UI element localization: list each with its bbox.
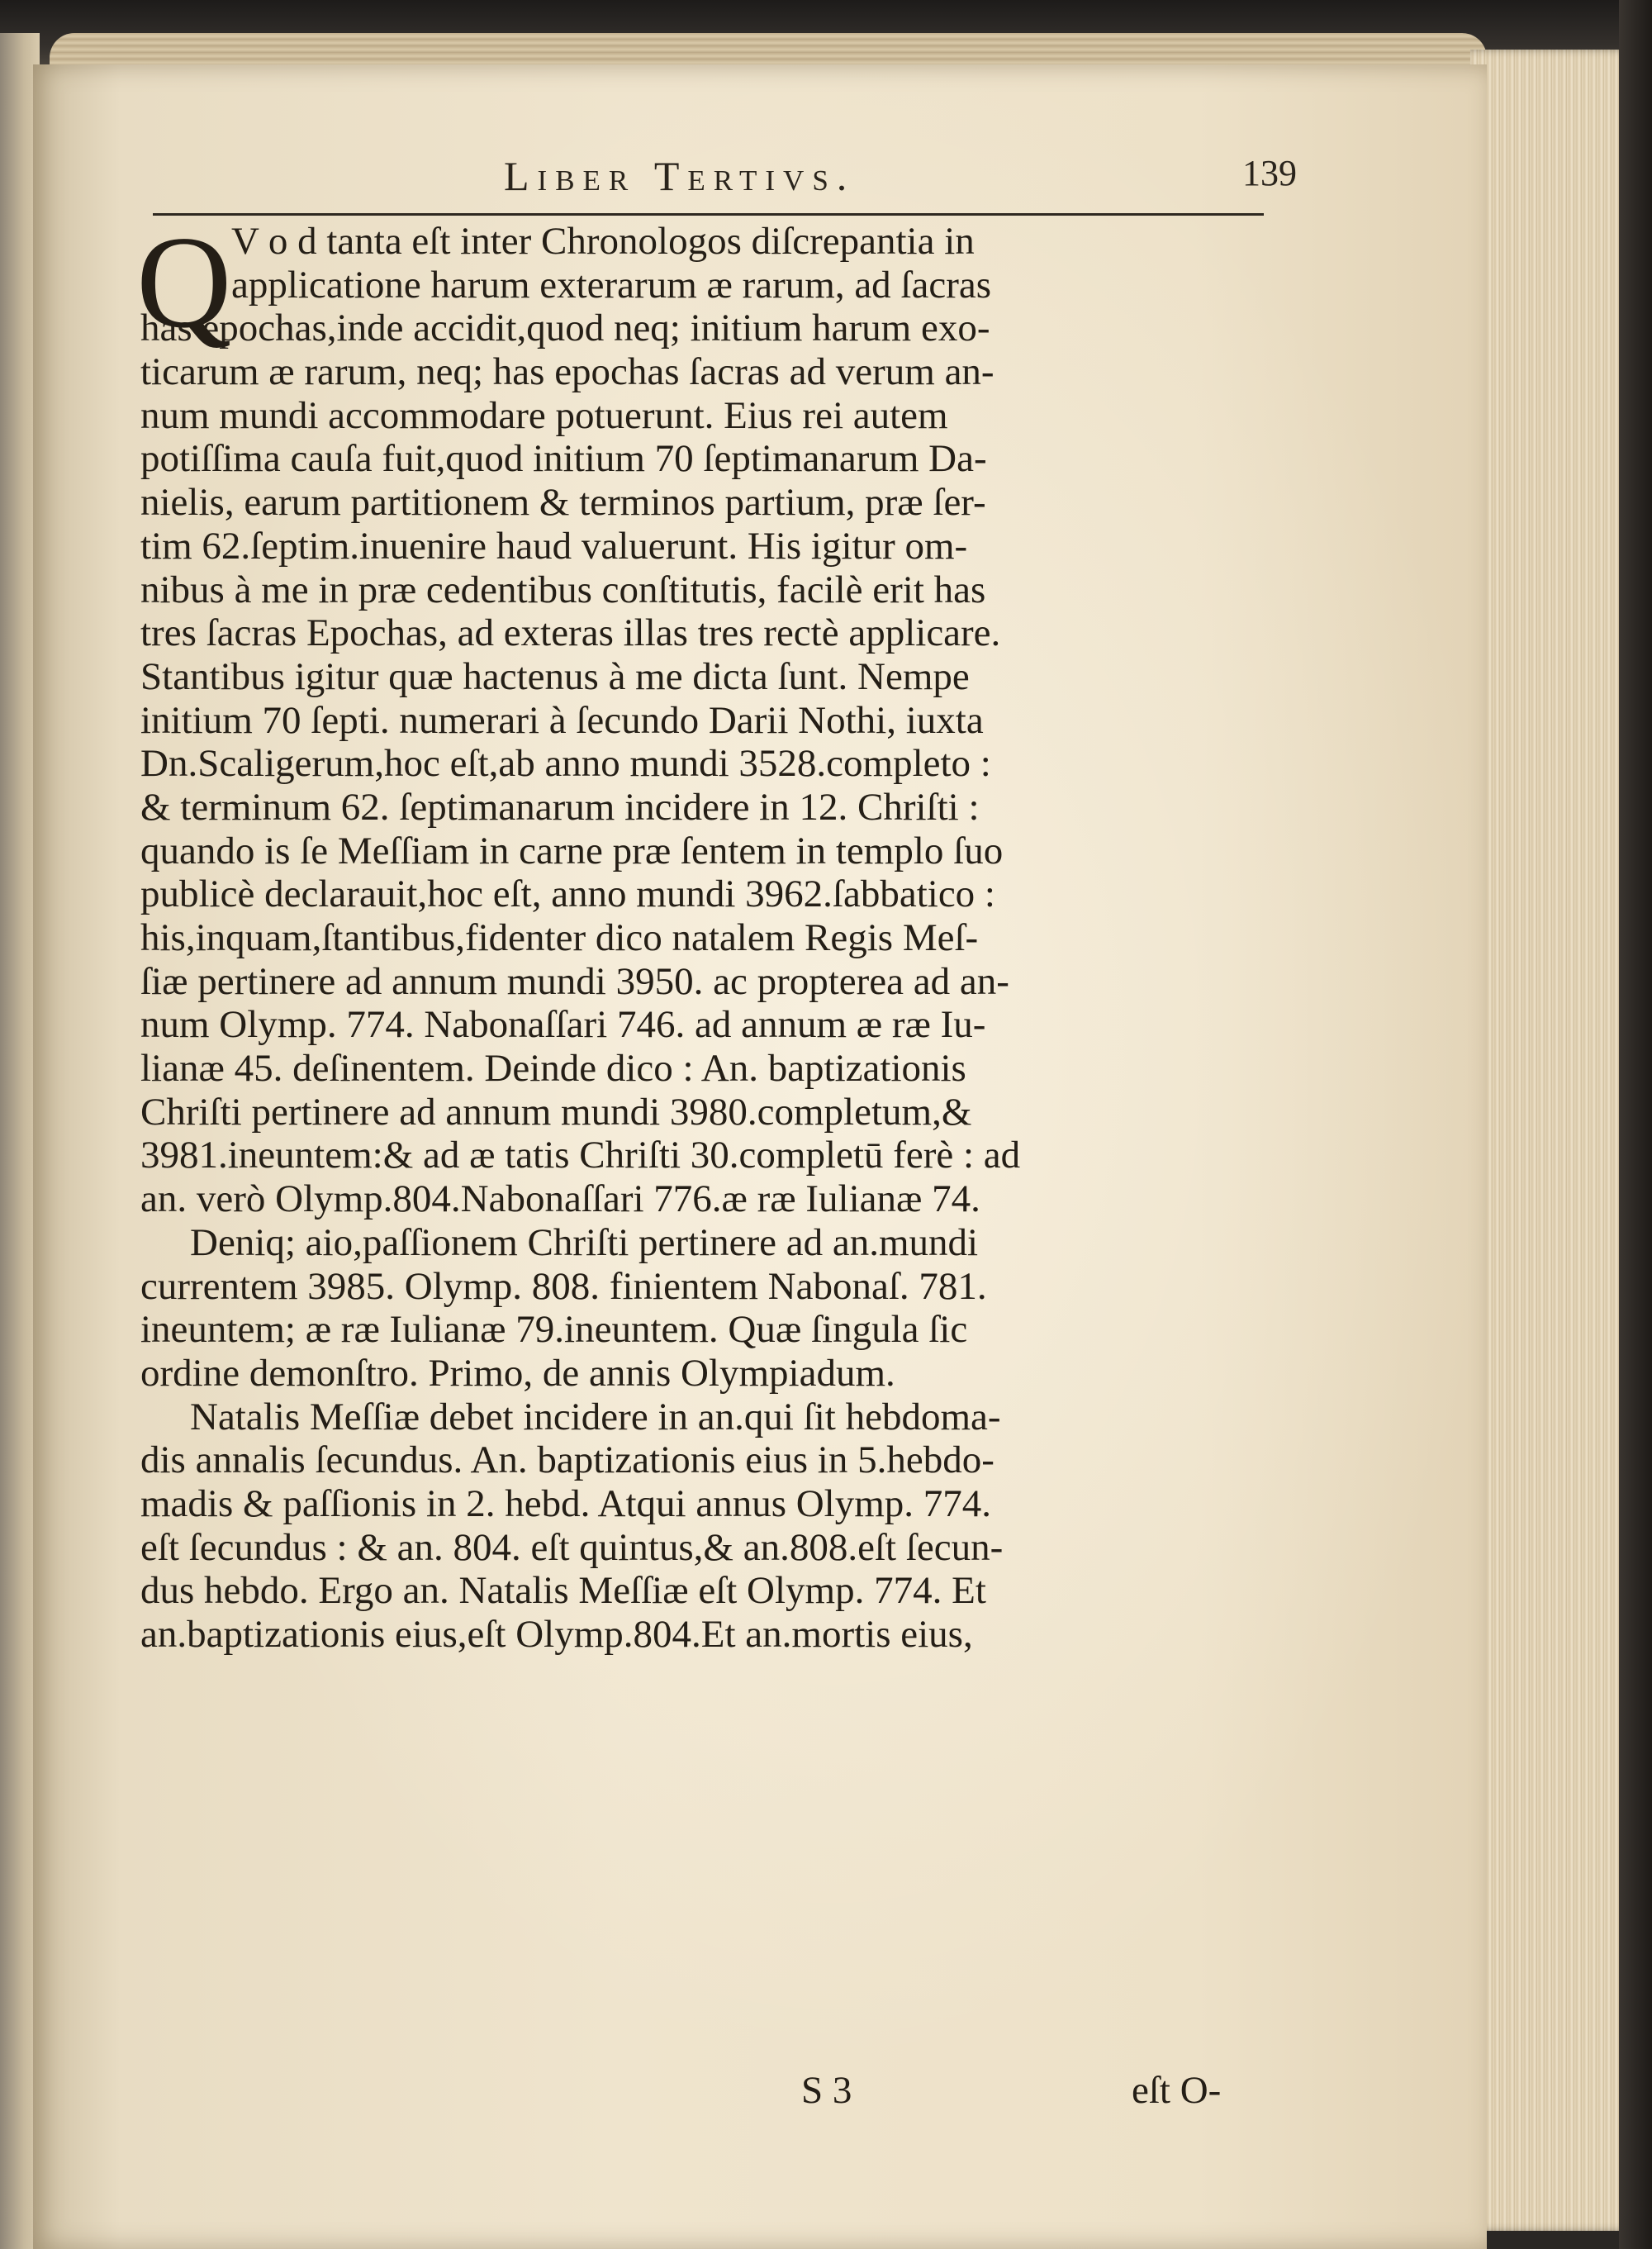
text-line: Deniq; aio,paſſionem Chriſti pertinere ad an.mundi	[190, 1220, 979, 1264]
text-line: 3981.ineuntem:& ad æ tatis Chriſti 30.completū ferè : ad	[140, 1134, 1021, 1177]
text-line: dus hebdo. Ergo an. Natalis Meſſiæ eſt Olymp. 774. Et	[140, 1569, 986, 1613]
text-line: Chriſti pertinere ad annum mundi 3980.completum,&	[140, 1090, 972, 1134]
running-title: Liber Tertivs.	[504, 153, 856, 199]
page-fore-edges	[1470, 50, 1635, 2231]
text-line: lianæ 45. deſinentem. Deinde dico : An. baptizationis	[140, 1047, 966, 1091]
book-page	[33, 64, 1487, 2249]
signature-mark: S 3	[801, 2069, 852, 2112]
text-line: Natalis Meſſiæ debet incidere in an.qui ſit hebdoma-	[190, 1395, 1001, 1438]
header-rule	[153, 213, 1264, 216]
drop-cap: Q	[136, 208, 232, 355]
page-header	[504, 147, 1297, 213]
text-line: applicatione harum exterarum æ rarum, ad ſacras	[231, 263, 992, 307]
body-text	[136, 208, 1280, 1657]
book-cover-right	[1619, 0, 1652, 2249]
text-line: publicè declarauit,hoc eſt, anno mundi 3962.ſabbatico :	[140, 872, 995, 916]
text-line: nibus à me in præ cedentibus conſtitutis, facilè erit has	[140, 568, 986, 611]
text-line: num mundi accommodare potuerunt. Eius rei autem	[140, 393, 948, 437]
text-line: nielis, earum partitionem & terminos partium, præ ſer-	[140, 481, 986, 525]
text-line: has epochas,inde accidit,quod neq; initium harum exo-	[140, 307, 990, 350]
text-line: & terminum 62. ſeptimanarum incidere in 12. Chriſti :	[140, 785, 980, 829]
text-line: an.baptizationis eius,eſt Olymp.804.Et an.mortis eius,	[140, 1613, 973, 1656]
text-line: ineuntem; æ ræ Iulianæ 79.ineuntem. Quæ ſingula ſic	[140, 1308, 968, 1352]
text-line: Dn.Scaligerum,hoc eſt,ab anno mundi 3528.completo :	[140, 742, 991, 786]
text-line: potiſſima cauſa fuit,quod initium 70 ſeptimanarum Da-	[140, 437, 987, 481]
text-line: ſiæ pertinere ad annum mundi 3950. ac propterea ad an-	[140, 959, 1009, 1003]
text-line: his,inquam,ſtantibus,fidenter dico natalem Regis Meſ-	[140, 916, 979, 959]
text-line: currentem 3985. Olymp. 808. finientem Nabonaſ. 781.	[140, 1264, 987, 1308]
text-line: tim 62.ſeptim.inuenire haud valuerunt. His igitur om-	[140, 524, 968, 568]
text-line: initium 70 ſepti. numerari à ſecundo Darii Nothi, iuxta	[140, 698, 984, 742]
catchword: eſt O-	[1132, 2069, 1222, 2112]
text-line: madis & paſſionis in 2. hebd. Atqui annus Olymp. 774.	[140, 1481, 992, 1525]
text-line: ordine demonſtro. Primo, de annis Olympiadum.	[140, 1351, 895, 1395]
text-line: V o d tanta eſt inter Chronologos diſcrepantia in	[231, 220, 975, 263]
text-line: ticarum æ rarum, neq; has epochas ſacras ad verum an-	[140, 350, 995, 394]
text-line: quando is ſe Meſſiam in carne præ ſentem in templo ſuo	[140, 829, 1004, 872]
text-line: num Olymp. 774. Nabonaſſari 746. ad annum æ ræ Iu-	[140, 1003, 986, 1047]
page-number: 139	[1242, 153, 1297, 193]
text-line: an. verò Olymp.804.Nabonaſſari 776.æ ræ Iulianæ 74.	[140, 1177, 980, 1221]
text-line: dis annalis ſecundus. An. baptizationis eius in 5.hebdo-	[140, 1438, 995, 1482]
text-line: tres ſacras Epochas, ad exteras illas tres rectè applicare.	[140, 611, 1001, 655]
text-line: Stantibus igitur quæ hactenus à me dicta ſunt. Nempe	[140, 654, 970, 698]
text-line: eſt ſecundus : & an. 804. eſt quintus,& an.808.eſt ſecun-	[140, 1525, 1004, 1569]
